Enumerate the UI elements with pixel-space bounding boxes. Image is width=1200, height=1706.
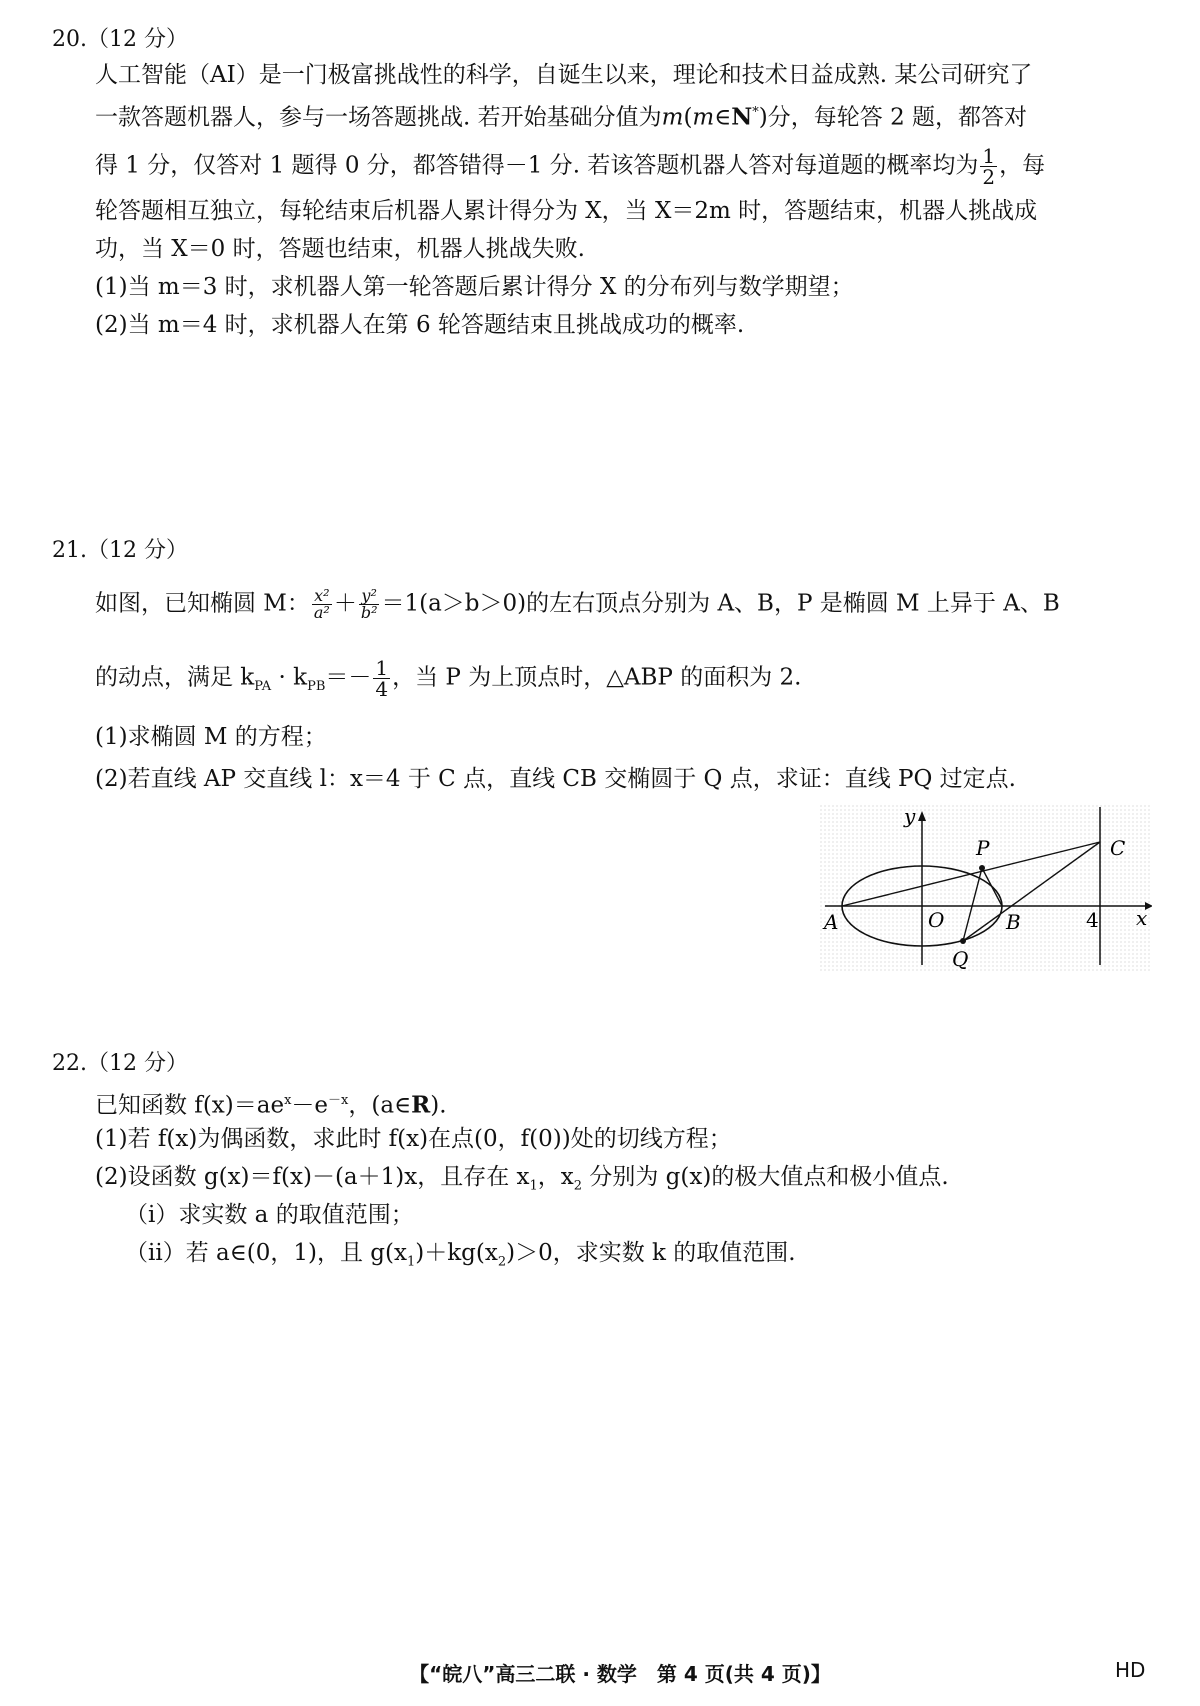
q20-line-1: 人工智能（AI）是一门极富挑战性的科学，自诞生以来，理论和技术日益成熟. 某公司研究了	[95, 62, 1033, 88]
q22-part-1: (1)若 f(x)为偶函数，求此时 f(x)在点(0，f(0))处的切线方程；	[95, 1126, 732, 1152]
text: ，(a∈	[348, 1092, 412, 1119]
footer-title: 【“皖八”高三二联 · 数学 第 4 页(共 4 页)】	[409, 1662, 831, 1686]
numerator: x²	[312, 588, 332, 605]
superscript: *	[752, 105, 759, 120]
denominator: 4	[375, 677, 389, 701]
text: ＝－	[325, 664, 372, 691]
figure-background	[820, 805, 1152, 971]
q20-line-2	[95, 98, 1027, 133]
question-number: 21.（12 分）	[52, 538, 188, 563]
label-y: y	[904, 805, 916, 828]
text: ＋	[333, 590, 357, 617]
text: ，x	[537, 1164, 574, 1190]
subscript: 2	[573, 1178, 583, 1194]
text: )分，每轮答 2 题，都答对	[758, 104, 1028, 131]
text: 已知函数 f(x)＝ae	[95, 1092, 285, 1119]
footer-code: HD	[1115, 1658, 1146, 1682]
numerator: y²	[359, 588, 380, 605]
denominator: 2	[982, 165, 996, 189]
q20-part-2: (2)当 m＝4 时，求机器人在第 6 轮答题结束且挑战成功的概率.	[95, 312, 745, 338]
label-C: C	[1110, 836, 1126, 860]
text: )＋kg(x	[415, 1240, 498, 1266]
point-P	[979, 865, 985, 871]
label-x: x	[1136, 906, 1148, 930]
label-O: O	[928, 908, 945, 932]
question-number: 22.（12 分）	[52, 1051, 188, 1076]
text: )＞0，求实数 k 的取值范围.	[506, 1240, 796, 1266]
text: 一款答题机器人，参与一场答题挑战. 若开始基础分值为	[95, 104, 662, 131]
q21-part-2: (2)若直线 AP 交直线 l：x＝4 于 C 点，直线 CB 交椭圆于 Q 点，求证：直线 PQ 过定点.	[95, 766, 1016, 792]
label-B: B	[1006, 910, 1021, 934]
q22-sub-ii	[125, 1238, 796, 1278]
text: ，每	[999, 152, 1046, 179]
set-N: N	[731, 103, 753, 131]
label-A: A	[824, 910, 839, 934]
text: －e	[291, 1092, 329, 1119]
text: (	[683, 104, 693, 131]
subscript: 2	[497, 1254, 507, 1270]
fraction-quarter	[373, 658, 390, 699]
q21-part-1: (1)求椭圆 M 的方程；	[95, 724, 327, 750]
label-P: P	[976, 836, 990, 860]
text: 分别为 g(x)的极大值点和极小值点.	[582, 1164, 949, 1190]
numerator: 1	[982, 144, 996, 168]
q21-line-2	[95, 658, 801, 702]
text: ).	[430, 1092, 447, 1119]
fraction-x2-a2	[312, 588, 332, 621]
label-4: 4	[1086, 908, 1099, 932]
subscript: PA	[254, 679, 272, 695]
q22-line-1	[95, 1086, 447, 1121]
superscript: x	[284, 1093, 292, 1108]
fraction-half	[980, 146, 997, 187]
fraction-y2-b2	[359, 588, 380, 621]
subscript: 1	[406, 1254, 416, 1270]
q20-line-3	[95, 146, 1045, 187]
text: (2)设函数 g(x)＝f(x)－(a＋1)x，且存在 x	[95, 1164, 530, 1190]
text: 如图，已知椭圆 M：	[95, 590, 310, 617]
numerator: 1	[375, 656, 389, 680]
q21-line-1	[95, 588, 1060, 621]
set-R: R	[411, 1091, 431, 1119]
q20-line-5: 功，当 X＝0 时，答题也结束，机器人挑战失败.	[95, 236, 585, 262]
ellipse-figure	[820, 805, 1152, 971]
q22-sub-i: （ⅰ）求实数 a 的取值范围；	[125, 1202, 414, 1228]
superscript: －x	[328, 1093, 349, 1108]
q22-part-2	[95, 1162, 949, 1202]
question-number: 20.（12 分）	[52, 27, 188, 52]
subscript: PB	[307, 679, 326, 695]
denominator: b²	[360, 603, 378, 622]
subscript: 1	[529, 1178, 538, 1194]
var-m: m	[661, 104, 684, 131]
text: ＝1(a＞b＞0)的左右顶点分别为 A、B，P 是椭圆 M 上异于 A、B	[381, 590, 1060, 617]
q20-line-4: 轮答题相互独立，每轮结束后机器人累计得分为 X，当 X＝2m 时，答题结束，机器人挑战成	[95, 198, 1038, 224]
text: ，当 P 为上顶点时，△ABP 的面积为 2.	[392, 664, 802, 691]
text: 的动点，满足 k	[95, 664, 255, 691]
q20-part-1: (1)当 m＝3 时，求机器人第一轮答题后累计得分 X 的分布列与数学期望；	[95, 274, 854, 300]
text: · k	[271, 664, 308, 691]
text: （ⅱ）若 a∈(0，1)，且 g(x	[125, 1240, 407, 1266]
text: 得 1 分，仅答对 1 题得 0 分，都答错得－1 分. 若该答题机器人答对每道题的概率均为	[95, 152, 979, 179]
label-Q: Q	[952, 947, 969, 971]
point-Q	[960, 938, 966, 944]
denominator: a²	[313, 603, 330, 622]
var-m: m	[692, 104, 715, 131]
text: ∈	[714, 104, 732, 131]
